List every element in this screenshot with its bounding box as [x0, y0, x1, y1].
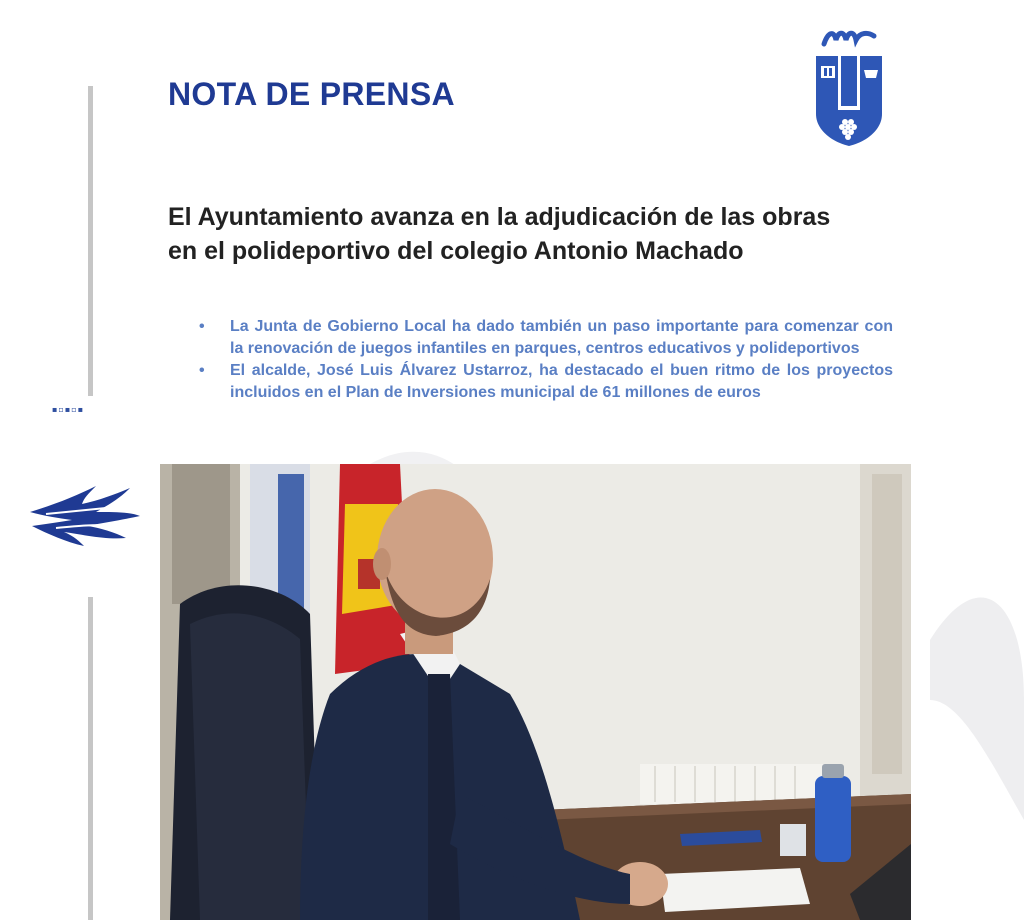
side-small-mark: ▪▫▪▫▪	[52, 405, 85, 414]
news-headline	[168, 200, 908, 268]
summary-bullet-1	[196, 316, 893, 360]
bullet-text: La Junta de Gobierno Local ha dado también un paso importante para comenzar con la renovación de juegos infantiles en parques, centros educativos y polideportivos	[230, 318, 893, 357]
bullet-dot-icon: •	[199, 318, 205, 335]
headline-line-2: en el polideportivo del colegio Antonio Machado	[168, 237, 744, 265]
waves-logo-icon	[26, 482, 142, 548]
municipal-coat-of-arms-icon	[812, 26, 886, 148]
page-title: NOTA DE PRENSA	[168, 76, 455, 112]
summary-bullet-list	[196, 316, 893, 404]
bullet-text: El alcalde, José Luis Álvarez Ustarroz, ha destacado el buen ritmo de los proyectos incluidos en el Plan de Inversiones municipal de 61 millones de euros	[230, 362, 893, 401]
headline-line-1: El Ayuntamiento avanza en la adjudicación de las obras	[168, 203, 831, 231]
side-divider-top	[88, 86, 93, 396]
side-divider-bottom	[88, 597, 93, 920]
summary-bullet-2	[196, 360, 893, 404]
bullet-dot-icon: •	[199, 362, 205, 379]
news-photo	[160, 464, 911, 920]
